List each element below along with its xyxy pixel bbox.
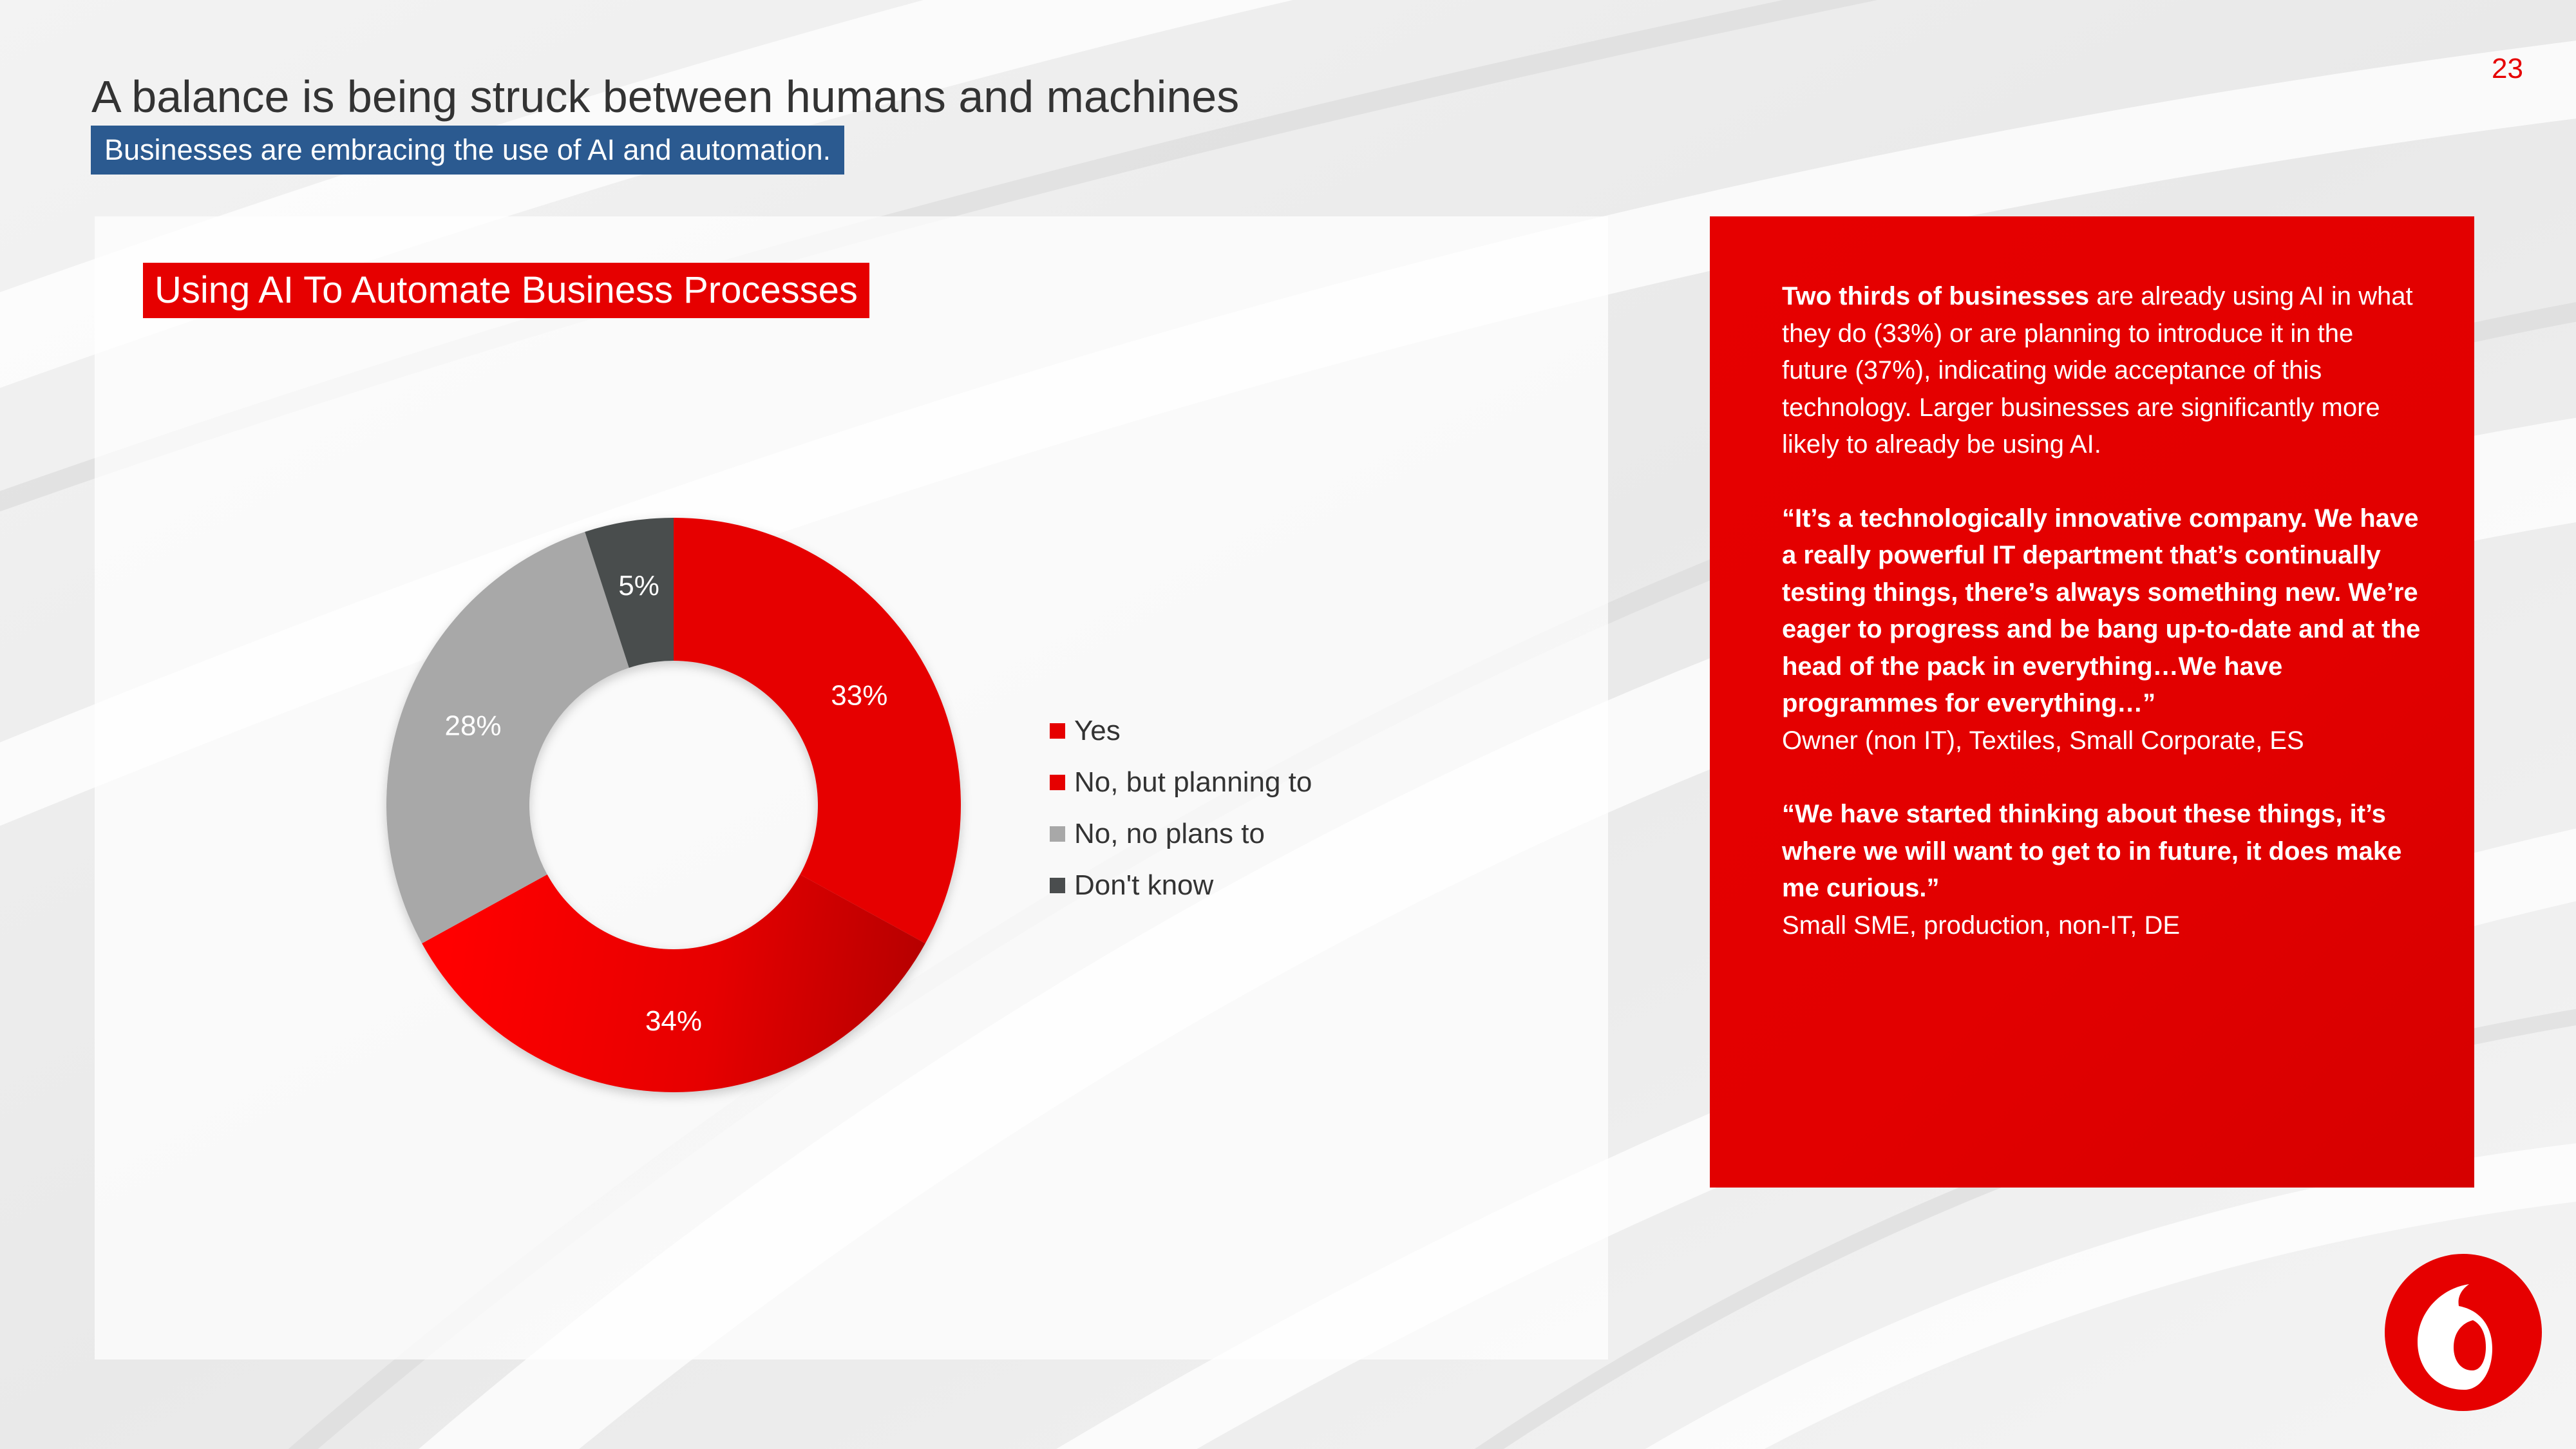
quote-2: “We have started thinking about these things, it’s where we will want to get to in future, it does make me curious.” — [1782, 800, 2402, 902]
data-label-3: 28% — [444, 710, 502, 742]
legend-swatch — [1050, 878, 1065, 893]
donut-slice-2 — [422, 875, 925, 1092]
data-label-1: 33% — [831, 679, 888, 712]
summary-text: are already using AI in what they do (33%) or are planning to introduce it in the future (37%), indicating wide acceptance of this technology. Larger businesses are significantly more likely to already be using AI. — [1782, 282, 2413, 459]
quote-2-attribution: Small SME, production, non-IT, DE — [1782, 911, 2181, 940]
page-title: A balance is being struck between humans and machines — [91, 71, 1240, 122]
legend-label: Yes — [1074, 715, 1121, 746]
legend-label: No, no plans to — [1074, 818, 1265, 849]
legend-item — [1050, 808, 1312, 860]
legend-swatch — [1050, 775, 1065, 790]
legend-item — [1050, 757, 1312, 808]
data-label-4: 5% — [618, 570, 659, 602]
page-subtitle: Businesses are embracing the use of AI and automation. — [93, 128, 842, 173]
legend-label: No, but planning to — [1074, 766, 1312, 798]
legend-swatch — [1050, 826, 1065, 842]
summary-highlight: Two thirds of businesses — [1782, 282, 2090, 310]
summary-paragraph — [1782, 278, 2426, 464]
vodafone-logo-icon — [2383, 1252, 2544, 1413]
legend-label: Don't know — [1074, 869, 1214, 901]
quote-1: “It’s a technologically innovative company. We have a really powerful IT department that’s continually testing things, there’s always something new. We’re eager to progress and be bang up-to-date and at the head of the pack in everything…We have programmes for everything…” — [1782, 504, 2421, 717]
legend-swatch — [1050, 723, 1065, 739]
chart-title: Using AI To Automate Business Processes — [143, 263, 869, 318]
info-text — [1782, 278, 2426, 944]
legend-item — [1050, 860, 1312, 911]
donut-slice-3 — [386, 532, 629, 943]
quote-1-attribution: Owner (non IT), Textiles, Small Corporate, ES — [1782, 726, 2304, 755]
info-panel — [1710, 216, 2474, 1188]
data-label-2: 34% — [645, 1005, 703, 1037]
legend-item — [1050, 705, 1312, 757]
donut-slice-1 — [674, 518, 961, 943]
page-number: 23 — [2492, 53, 2523, 84]
chart-legend — [1050, 705, 1312, 911]
